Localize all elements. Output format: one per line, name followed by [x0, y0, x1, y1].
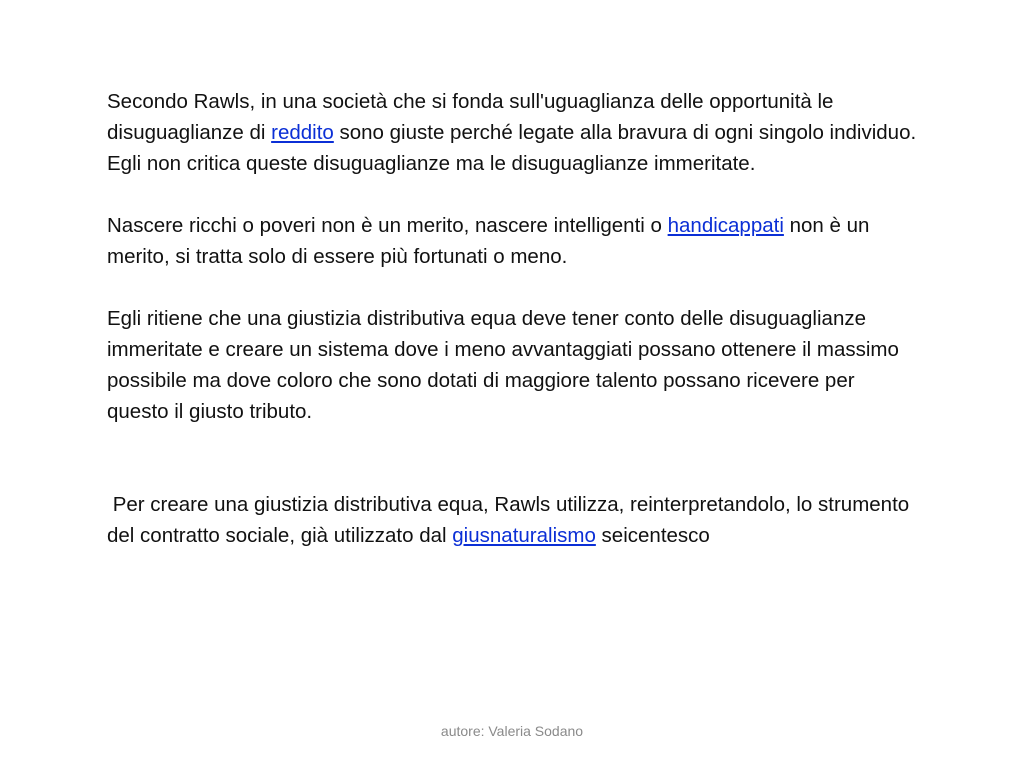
- paragraph-spacer: [107, 179, 919, 210]
- paragraph-text: Egli ritiene che una giustizia distributiva equa deve tener conto delle disuguaglianze immeritate e creare un sistema dove i meno avvantaggiati possano ottenere il massimo possibile ma dove coloro che sono dotati di maggiore talento possano ricevere per questo il giusto tributo.: [107, 307, 899, 423]
- paragraph-text: Per creare una giustizia distributiva equa, Rawls utilizza, reinterpretandolo, lo strumento del contratto sociale, già utilizzato dal: [107, 493, 915, 547]
- paragraph-spacer: [107, 272, 919, 303]
- paragraph-rawls-opportunities: [107, 86, 919, 179]
- slide-body: [107, 86, 919, 551]
- paragraph-text: Secondo Rawls, in una società che si fonda sull'uguaglianza delle opportunità le disuguaglianze di: [107, 90, 834, 144]
- link-reddito[interactable]: reddito: [271, 121, 334, 144]
- paragraph-text: Nascere ricchi o poveri non è un merito, nascere intelligenti o: [107, 214, 668, 237]
- paragraph-social-contract: [107, 489, 919, 551]
- paragraph-text: non è un merito, si tratta solo di essere più fortunati o meno.: [107, 214, 870, 268]
- paragraph-text: seicentesco: [595, 524, 710, 547]
- paragraph-text: sono giuste perché legate alla bravura di ogni singolo individuo. Egli non critica queste disuguaglianze ma le disuguaglianze immeritate.: [107, 121, 917, 175]
- link-giusnaturalismo[interactable]: giusnaturalismo: [452, 524, 596, 547]
- paragraph-distributive-justice: [107, 303, 919, 427]
- paragraph-merit: [107, 210, 919, 272]
- author-footer: autore: Valeria Sodano: [440, 723, 584, 739]
- paragraph-spacer: [107, 427, 919, 489]
- link-handicappati[interactable]: handicappati: [667, 214, 784, 237]
